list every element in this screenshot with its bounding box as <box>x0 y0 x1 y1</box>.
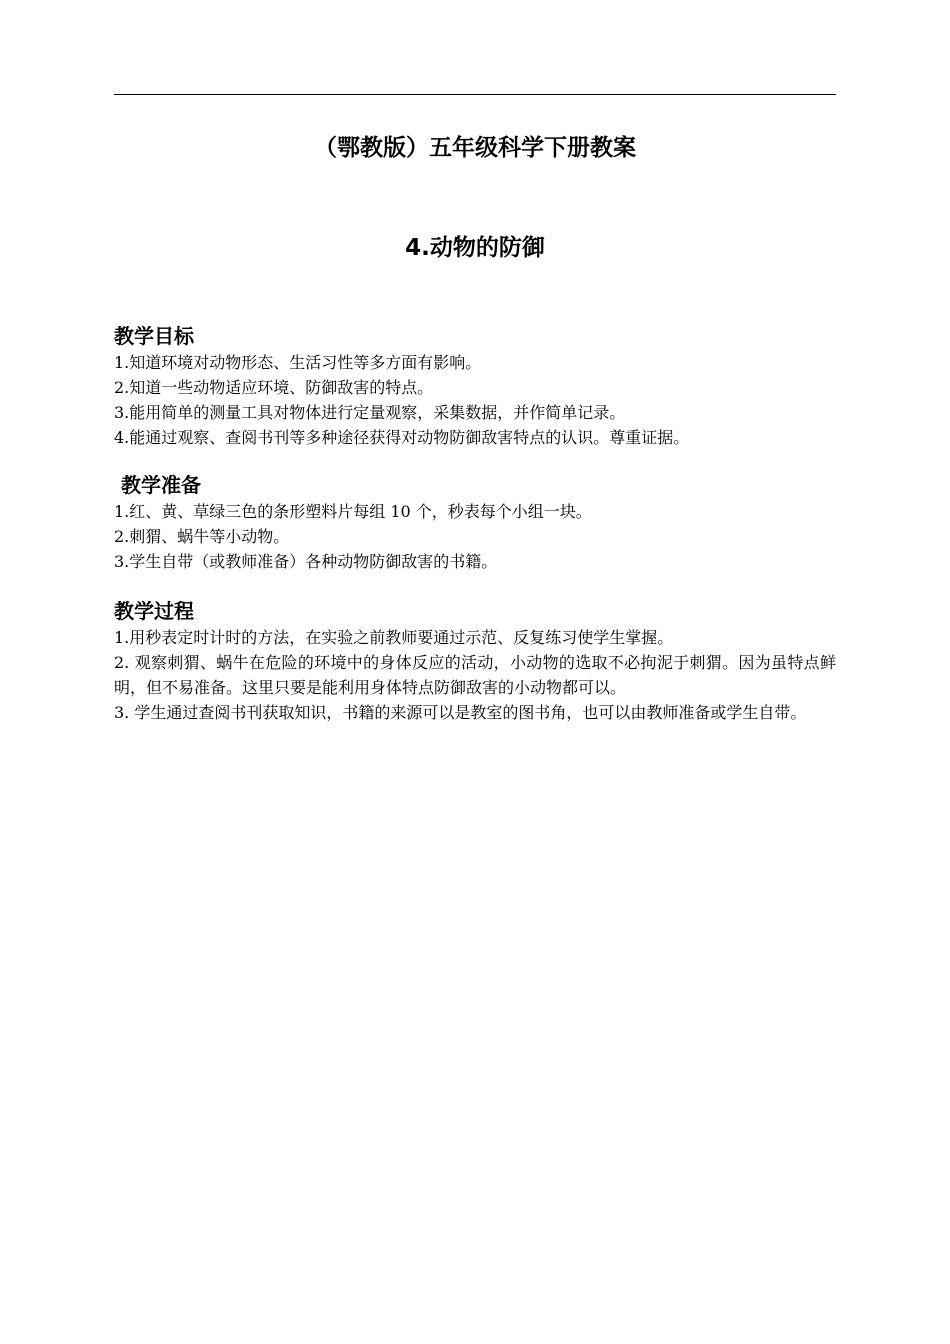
section-teaching-objectives <box>114 322 836 450</box>
lesson-title: 4.动物的防御 <box>405 235 545 261</box>
list-item: 4.能通过观察、查阅书刊等多种途径获得对动物防御敌害特点的认识。尊重证据。 <box>114 428 690 447</box>
section-heading: 教学过程 <box>114 599 194 623</box>
document-title: （鄂教版）五年级科学下册教案 <box>314 135 636 161</box>
section-heading: 教学准备 <box>114 473 201 497</box>
section-heading: 教学目标 <box>114 324 194 348</box>
list-item: 1.知道环境对动物形态、生活习性等多方面有影响。 <box>114 353 482 372</box>
header-rule <box>114 94 836 95</box>
list-item: 2. 观察刺猬、蜗牛在危险的环境中的身体反应的活动，小动物的选取不必拘泥于刺猬。因为虽特点鲜明，但不易准备。这里只要是能利用身体特点防御敌害的小动物都可以。 <box>114 653 836 697</box>
list-item: 2.知道一些动物适应环境、防御敌害的特点。 <box>114 378 434 397</box>
section-teaching-preparation <box>114 471 836 574</box>
list-item: 1.用秒表定时计时的方法，在实验之前教师要通过示范、反复练习使学生掌握。 <box>114 628 674 647</box>
list-item: 3. 学生通过查阅书刊获取知识，书籍的来源可以是教室的图书角，也可以由教师准备或学生自带。 <box>114 703 807 722</box>
list-item: 3.能用简单的测量工具对物体进行定量观察，采集数据，并作简单记录。 <box>114 403 626 422</box>
section-teaching-process <box>114 597 836 725</box>
list-item: 2.刺猬、蜗牛等小动物。 <box>114 527 290 546</box>
list-item: 1.红、黄、草绿三色的条形塑料片每组 10 个，秒表每个小组一块。 <box>114 502 592 521</box>
list-item: 3.学生自带（或教师准备）各种动物防御敌害的书籍。 <box>114 552 498 571</box>
